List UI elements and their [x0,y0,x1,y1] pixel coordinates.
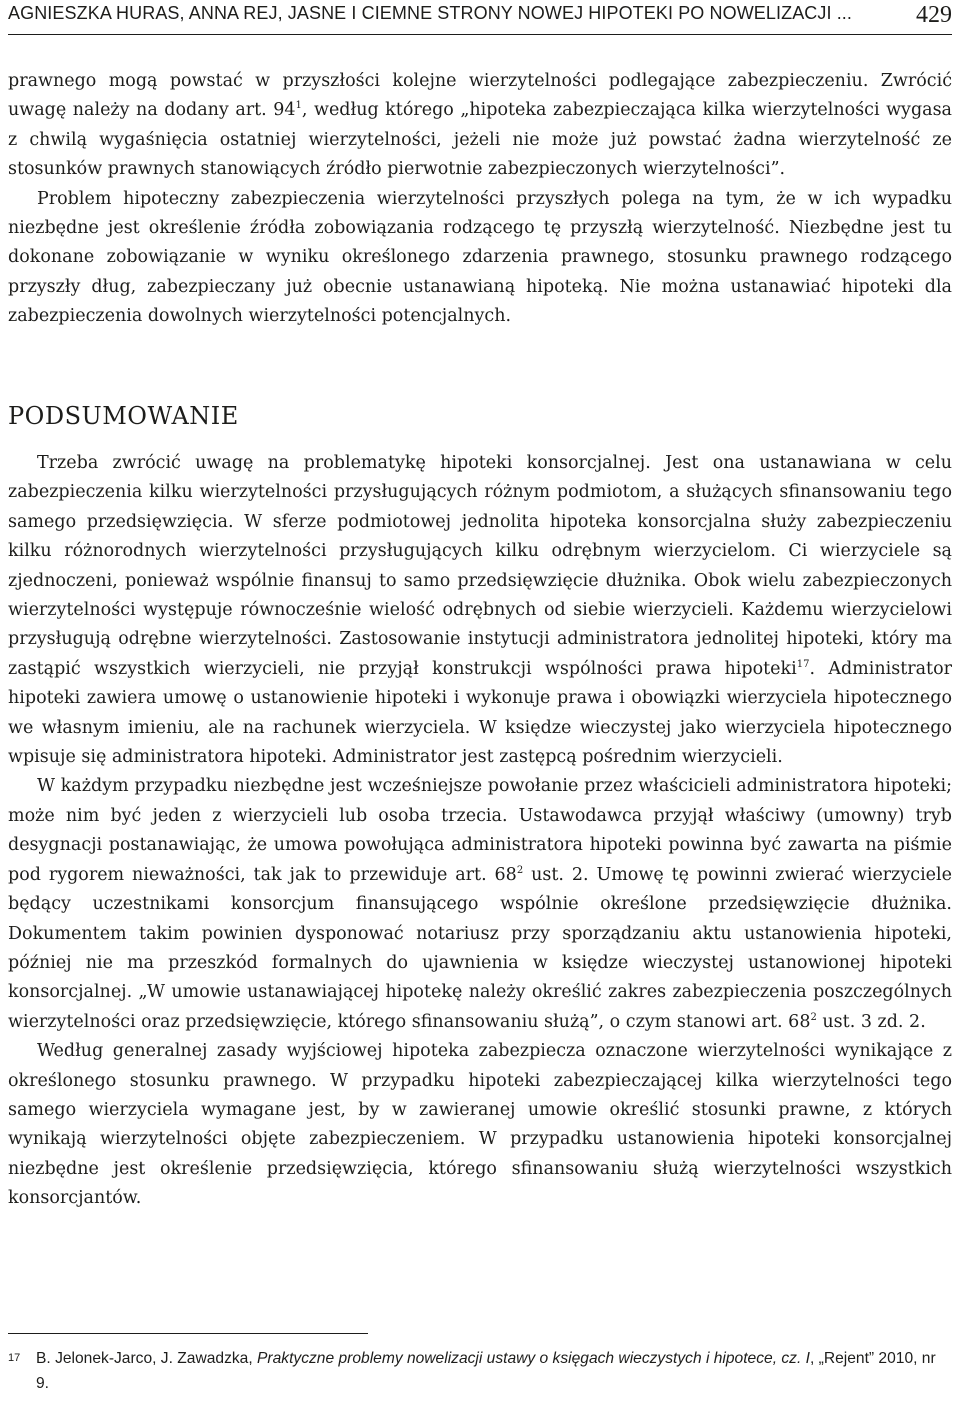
text-run: , według którego „hipoteka zabezpieczająca kilka wierzytelności wygasa z chwilą wygaśnięcia ostatniej wierzytelności, jeżeli nie może już powstać żadna wierzytelność ze stosunków prawnych stanowiących źródło pierwotnie zabezpieczonych wierzytelności”. [8,100,952,180]
paragraph: Problem hipoteczny zabezpieczenia wierzytelności przyszłych polega na tym, że w ich wypadku niezbędne jest określenie źródła zobowiązania rodzącego tę przyszłą wierzytelność. Niezbędne jest tu dokonane zobowiązanie w wyniku określonego zdarzenia prawnego, stosunku prawnego rodzącego przyszły dług, zabezpieczany już obecnie ustanawianą hipoteką. Nie można ustanawiać hipoteki dla zabezpieczenia dowolnych wierzytelności potencjalnych. [8,188,952,327]
intro-section [8,67,952,332]
paragraph [8,67,952,185]
footnote-ref[interactable]: 17 [796,659,810,671]
running-title: AGNIESZKA HURAS, ANNA REJ, JASNE I CIEMNE STRONY NOWEJ HIPOTEKI PO NOWELIZACJI ... [8,3,853,23]
paragraph [8,772,952,1037]
summary-section [8,449,952,1214]
section-heading: PODSUMOWANIE [8,402,239,430]
page [8,0,952,1404]
paragraph [8,449,952,772]
text-run: ust. 3 zd. 2. [816,1011,926,1032]
paragraph: Według generalnej zasady wyjściowej hipoteka zabezpiecza oznaczone wierzytelności wynikające z określonego stosunku prawnego. W przypadku hipoteki zabezpieczającej kilka wierzytelności tego samego wierzyciela wymagane jest, by w zawieranej umowie określić stosunki prawne, z których wynikają wierzytelności objęte zabezpieczeniem. W przypadku ustanowienia hipoteki konsorcjalnej niezbędne jest określenie przedsięwzięcia, którego sfinansowaniu służą wierzytelności wszystkich konsorcjantów. [8,1041,952,1209]
superscript: 1 [295,100,302,112]
page-number: 429 [916,2,952,28]
footnote-text [36,1346,952,1396]
footnote-source: , „Rejent” 2010, nr 9. [36,1350,936,1392]
header-rule [8,34,952,35]
footnote-authors: B. Jelonek-Jarco, J. Zawadzka, [36,1350,258,1367]
text-run: Trzeba zwrócić uwagę na problematykę hipoteki konsorcjalnej. Jest ona ustanawiana w celu zabezpieczenia kilku wierzytelności przysługujących różnym podmiotom, a służących sfinansowaniu tego samego przedsięwzięcia. W sferze podmiotowej jednolita hipoteka konsorcjalna służy zabezpieczeniu kilku różnorodnych wierzytelności przysługujących kilku odrębnym wierzycielom. Ci wierzyciele są zjednoczeni, ponieważ wspólnie finansuj to samo przedsięwzięcie dłużnika. Obok wielu zabezpieczonych wierzytelności występuje równocześnie wielość odrębnych od siebie wierzycieli. Każdemu wierzycielowi przysługują odrębne wierzytelności. Zastosowanie instytucji administratora jednolitej hipoteki, który ma zastąpić wszystkich wierzycieli, nie przyjął konstrukcji wspólności prawa hipoteki [8,453,952,679]
text-run: prawnego mogą powstać w przyszłości kolejne wierzytelności podlegające zabezpieczeniu. Zwrócić uwagę należy na dodany art. 94 [8,71,952,121]
footnote-title: Praktyczne problemy nowelizacji ustawy o księgach wieczystych i hipotece, cz. I [257,1350,810,1367]
footnote-rule [8,1333,368,1334]
footnote-number: 17 [8,1352,21,1364]
text-run: ust. 2. Umowę tę powinni zwierać wierzyciele będący uczestnikami konsorcjum finansującego wspólnie określone przedsięwzięcie dłużnika. Dokumentem takim powinien dysponować notariusz przy sporządzaniu aktu ustanowienia hipoteki, później nie ma przeszkód formalnych do ujawnienia w księdze wieczystej ustanowionej hipoteki konsorcjalnej. „W umowie ustanawiającej hipotekę należy określić zakres zabezpieczenia poszczególnych wierzytelności oraz przedsięwzięcie, którego sfinansowaniu służą”, o czym stanowi art. 68 [8,864,952,1032]
running-head [8,0,952,38]
text-run: W każdym przypadku niezbędne jest wcześniejsze powołanie przez właścicieli administratora hipoteki; może nim być jeden z wierzycieli lub osoba trzecia. Ustawodawca przyjął właściwy (umowny) tryb desygnacji postanawiając, że umowa powołująca administratora hipoteki powinna być zawarta na piśmie pod rygorem nieważności, tak jak to przewiduje art. 68 [8,776,952,885]
footnote [8,1346,952,1396]
superscript: 2 [810,1011,817,1023]
superscript: 2 [516,864,524,876]
text-run: . Administrator hipoteki zawiera umowę o ustanowienie hipoteki i wykonuje prawa i obowiązki wierzyciela hipotecznego we własnym imieniu, ale na rachunek wierzyciela. W księdze wieczystej jako wierzyciela hipotecznego wpisuje się administratora hipoteki. Administrator jest zastępcą pośrednim wierzycieli. [8,658,952,768]
